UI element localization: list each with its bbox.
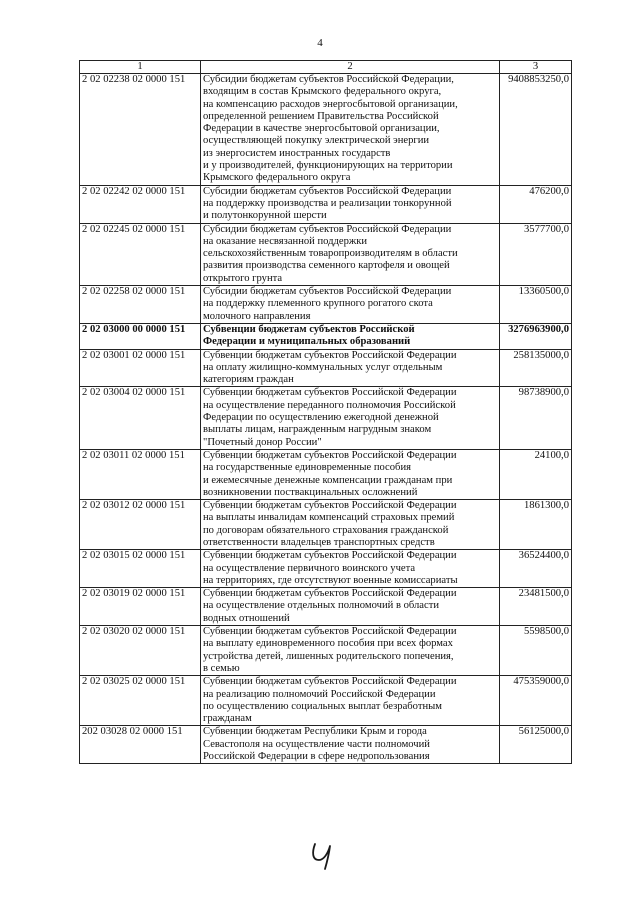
table-row [80, 449, 572, 499]
description-line: Субвенции бюджетам субъектов Российской Федерации [203, 349, 457, 361]
budget-code-cell: 2 02 03001 02 0000 151 [80, 349, 201, 387]
description-line: "Почетный донор России" [203, 436, 322, 448]
amount-cell: 56125000,0 [500, 726, 572, 764]
description-line: развития производства семенного картофеля и овощей [203, 260, 450, 272]
description-line: Субвенции бюджетам субъектов Российской Федерации [203, 387, 457, 399]
amount-cell: 36524400,0 [500, 550, 572, 588]
handwritten-initial-icon [306, 838, 340, 872]
description-cell [201, 223, 500, 285]
description-line: на выплату единовременного пособия при всех формах [203, 638, 453, 650]
table-row [80, 349, 572, 387]
amount-cell: 3577700,0 [500, 223, 572, 285]
description-line: Субсидии бюджетам субъектов Российской Федерации [203, 185, 452, 197]
description-line: Субвенции бюджетам субъектов Российской Федерации [203, 550, 457, 562]
description-line: Федерации по осуществлению ежегодной денежной [203, 412, 439, 424]
amount-cell: 13360500,0 [500, 286, 572, 324]
description-line: Субвенции бюджетам Республики Крым и города [203, 726, 427, 738]
description-line: устройства детей, лишенных родительского попечения, [203, 650, 454, 662]
description-line: из энергосистем иностранных государств [203, 147, 391, 159]
description-line: Российской Федерации в сфере недропользования [203, 751, 430, 763]
description-line: водных отношений [203, 612, 290, 624]
table-row [80, 500, 572, 550]
amount-cell: 1861300,0 [500, 500, 572, 550]
column-header-code: 1 [80, 61, 201, 74]
table-row [80, 588, 572, 626]
description-line: Субсидии бюджетам субъектов Российской Федерации, [203, 74, 454, 85]
description-line: Субвенции бюджетам субъектов Российской Федерации [203, 449, 457, 461]
table-row [80, 726, 572, 764]
amount-cell: 476200,0 [500, 185, 572, 223]
budget-code-cell: 2 02 03020 02 0000 151 [80, 626, 201, 676]
column-header-amount: 3 [500, 61, 572, 74]
budget-code-cell: 2 02 02245 02 0000 151 [80, 223, 201, 285]
description-cell [201, 726, 500, 764]
page-number: 4 [317, 37, 323, 49]
description-line: и у производителей, функционирующих на территории [203, 160, 453, 172]
description-line: на оплату жилищно-коммунальных услуг отдельным [203, 361, 443, 373]
table-header [80, 61, 572, 74]
budget-code-cell: 2 02 03012 02 0000 151 [80, 500, 201, 550]
description-line: и ежемесячные денежные компенсации гражданам при [203, 474, 453, 486]
budget-code-cell: 2 02 03025 02 0000 151 [80, 676, 201, 726]
description-line: на осуществление первичного воинского учета [203, 562, 416, 574]
amount-cell: 258135000,0 [500, 349, 572, 387]
table-row [80, 223, 572, 285]
description-line: выплаты лицам, награжденным нагрудным знаком [203, 424, 432, 436]
description-line: категориям граждан [203, 374, 294, 386]
budget-code-cell: 2 02 02238 02 0000 151 [80, 74, 201, 186]
description-line: на компенсацию расходов энергосбытовой организации, [203, 98, 458, 110]
description-cell [201, 349, 500, 387]
description-line: на выплаты инвалидам компенсаций страховых премий [203, 512, 455, 524]
budget-code-cell: 202 03028 02 0000 151 [80, 726, 201, 764]
table-row [80, 286, 572, 324]
description-line: сельскохозяйственным товаропроизводителям в области [203, 248, 458, 260]
description-cell [201, 626, 500, 676]
budget-code-cell: 2 02 02242 02 0000 151 [80, 185, 201, 223]
description-line: на территориях, где отсутствуют военные комиссариаты [203, 574, 458, 586]
table-row [80, 676, 572, 726]
table-row [80, 185, 572, 223]
table-body [80, 74, 572, 764]
description-line: определенной решением Правительства Российской [203, 110, 439, 122]
description-line: Крымского федерального округа [203, 172, 351, 184]
amount-cell: 98738900,0 [500, 387, 572, 449]
description-line: осуществляющей покупку электрической энергии [203, 135, 430, 147]
description-cell [201, 185, 500, 223]
description-line: на оказание несвязанной поддержки [203, 235, 368, 247]
amount-cell: 9408853250,0 [500, 74, 572, 186]
table-row [80, 74, 572, 186]
description-line: Субсидии бюджетам субъектов Российской Федерации [203, 223, 452, 235]
description-line: по осуществлению социальных выплат безработным [203, 700, 442, 712]
table-row [80, 323, 572, 349]
amount-cell: 3276963900,0 [500, 323, 572, 349]
amount-cell: 24100,0 [500, 449, 572, 499]
column-header-name: 2 [201, 61, 500, 74]
description-line: Субвенции бюджетам субъектов Российской Федерации [203, 626, 457, 638]
description-line: открытого грунта [203, 272, 283, 284]
description-cell [201, 588, 500, 626]
description-line: возникновении поствакцинальных осложнений [203, 486, 418, 498]
description-cell [201, 323, 500, 349]
description-cell [201, 449, 500, 499]
description-cell [201, 286, 500, 324]
table-row [80, 387, 572, 449]
budget-code-cell: 2 02 02258 02 0000 151 [80, 286, 201, 324]
description-line: Федерации и муниципальных образований [203, 336, 411, 348]
budget-code-cell: 2 02 03004 02 0000 151 [80, 387, 201, 449]
description-cell [201, 500, 500, 550]
description-line: гражданам [203, 713, 252, 725]
budget-code-cell: 2 02 03000 00 0000 151 [80, 323, 201, 349]
description-cell [201, 550, 500, 588]
description-line: Субвенции бюджетам субъектов Российской Федерации [203, 500, 457, 512]
description-line: по договорам обязательного страхования гражданской [203, 524, 449, 536]
amount-cell: 475359000,0 [500, 676, 572, 726]
description-line: на осуществление отдельных полномочий в области [203, 600, 440, 612]
description-cell [201, 74, 500, 186]
header-row [80, 61, 572, 74]
description-line: на поддержку племенного крупного рогатого скота [203, 298, 433, 310]
budget-code-cell: 2 02 03011 02 0000 151 [80, 449, 201, 499]
description-cell [201, 676, 500, 726]
description-line: Субвенции бюджетам субъектов Российской [203, 323, 415, 335]
description-line: Субвенции бюджетам субъектов Российской Федерации [203, 676, 457, 688]
description-line: Федерации в качестве энергосбытовой организации, [203, 123, 440, 135]
table-row [80, 550, 572, 588]
table-row [80, 626, 572, 676]
description-line: входящим в состав Крымского федерального округа, [203, 86, 442, 98]
description-line: на осуществление переданного полномочия Российской [203, 399, 456, 411]
budget-table [79, 60, 572, 764]
budget-code-cell: 2 02 03019 02 0000 151 [80, 588, 201, 626]
amount-cell: 23481500,0 [500, 588, 572, 626]
description-cell [201, 387, 500, 449]
description-line: Севастополя на осуществление части полномочий [203, 738, 430, 750]
description-line: на реализацию полномочий Российской Федерации [203, 688, 436, 700]
budget-code-cell: 2 02 03015 02 0000 151 [80, 550, 201, 588]
description-line: в семью [203, 662, 240, 674]
description-line: ответственности владельцев транспортных средств [203, 536, 435, 548]
description-line: Субвенции бюджетам субъектов Российской Федерации [203, 588, 457, 600]
description-line: Субсидии бюджетам субъектов Российской Федерации [203, 286, 452, 298]
description-line: молочного направления [203, 310, 311, 322]
description-line: на государственные единовременные пособия [203, 462, 411, 474]
description-line: и полутонкорунной шерсти [203, 210, 327, 222]
amount-cell: 5598500,0 [500, 626, 572, 676]
description-line: на поддержку производства и реализации тонкорунной [203, 197, 452, 209]
